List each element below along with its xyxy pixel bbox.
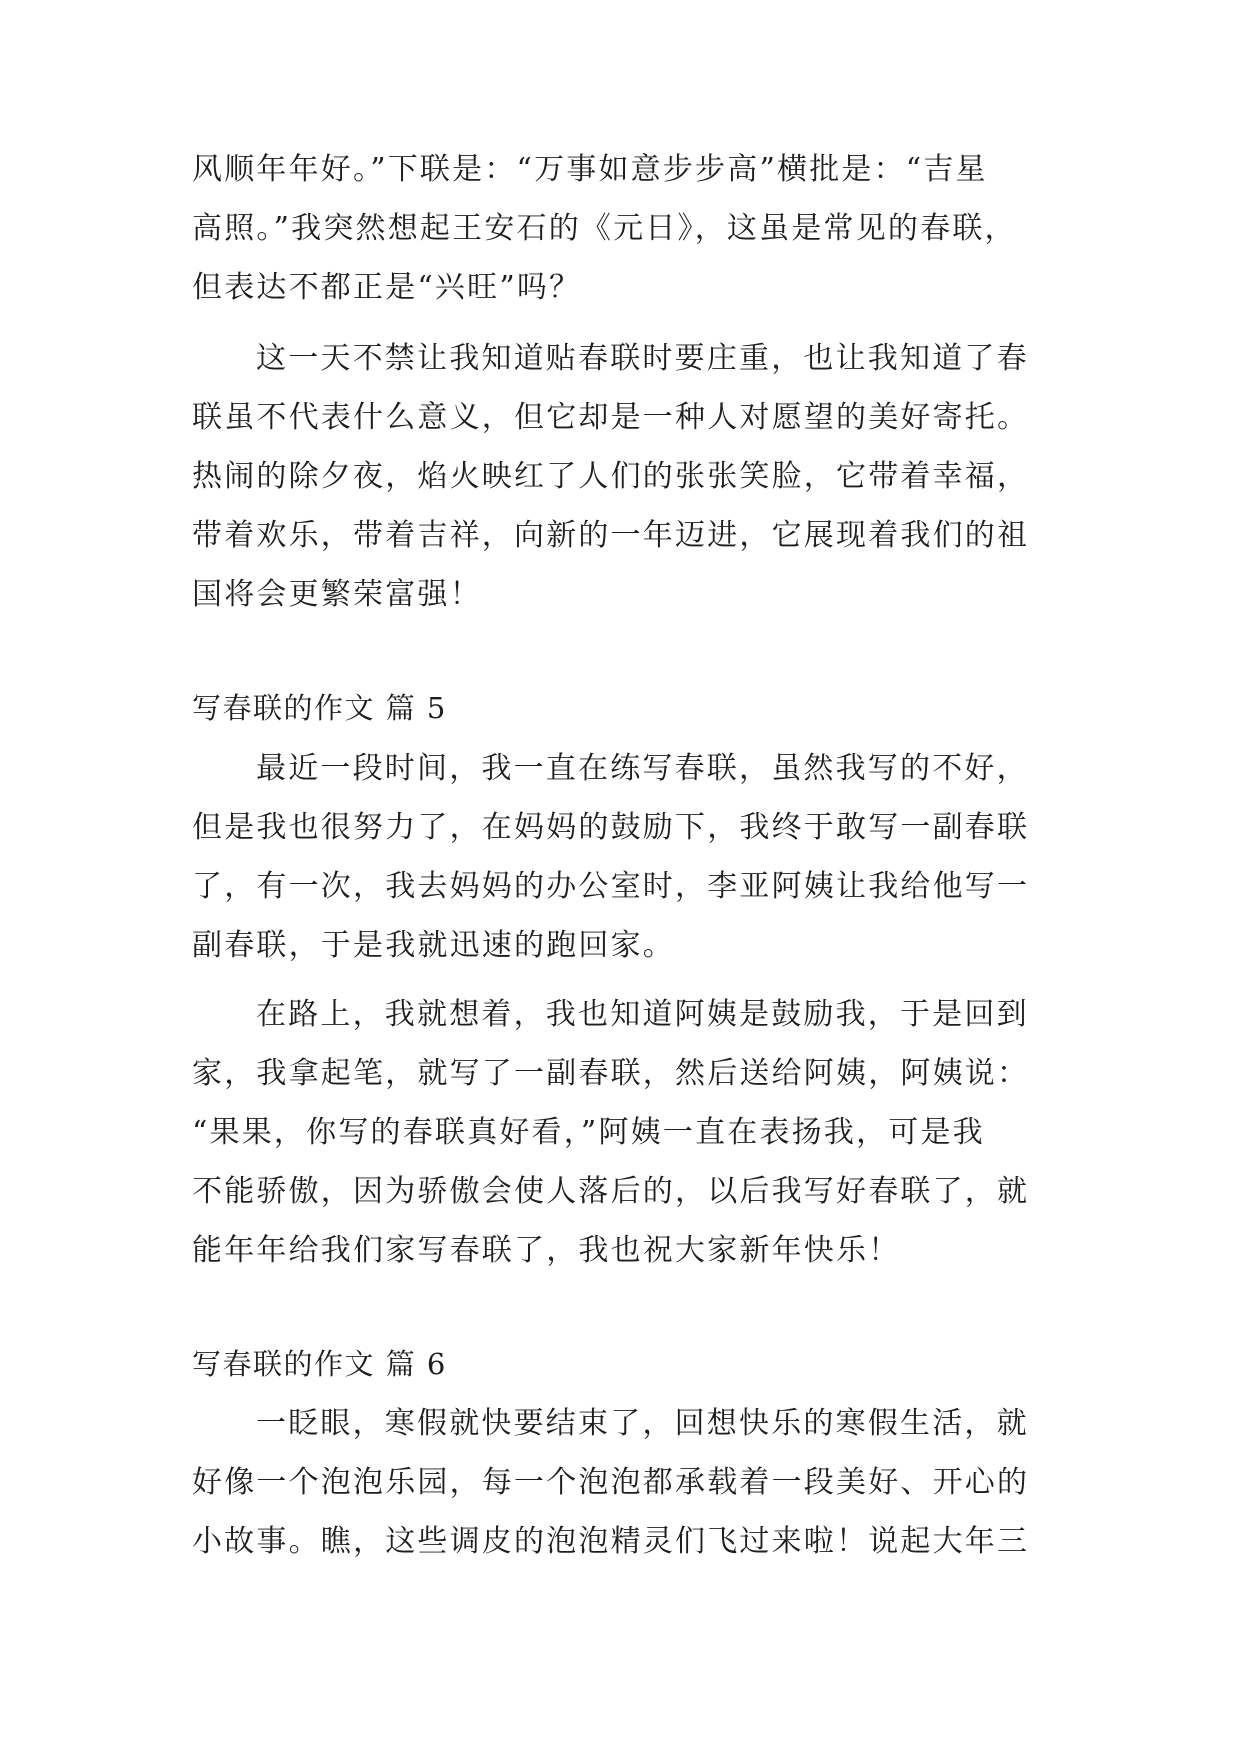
text-line: 高照。”我突然想起王安石的《元日》，这虽是常见的春联， — [192, 211, 1017, 246]
text-line: 带着欢乐，带着吉祥，向新的一年迈进，它展现着我们的祖 — [192, 518, 1030, 553]
text-line: “果果，你写的春联真好看，”阿姨一直在表扬我，可是我 — [192, 1115, 985, 1150]
section-heading: 写春联的作文 篇 6 — [192, 1347, 447, 1381]
text-line: 但是我也很努力了，在妈妈的鼓励下，我终于敢写一副春联 — [192, 810, 1030, 845]
text-line: 热闹的除夕夜，焰火映红了人们的张张笑脸，它带着幸福， — [192, 459, 1030, 494]
text-line: 在路上，我就想着，我也知道阿姨是鼓励我，于是回到 — [256, 997, 1029, 1032]
text-line: 联虽不代表什么意义，但它却是一种人对愿望的美好寄托。 — [192, 400, 1030, 435]
section-heading: 写春联的作文 篇 5 — [192, 691, 447, 725]
text-line: 但表达不都正是“兴旺”吗？ — [192, 270, 582, 305]
text-line: 这一天不禁让我知道贴春联时要庄重，也让我知道了春 — [256, 341, 1029, 376]
text-line: 了，有一次，我去妈妈的办公室时，李亚阿姨让我给他写一 — [192, 869, 1030, 904]
text-line: 能年年给我们家写春联了，我也祝大家新年快乐！ — [192, 1233, 901, 1268]
text-line: 风顺年年好。”下联是：“万事如意步步高”横批是：“吉星 — [192, 152, 988, 187]
text-line: 最近一段时间，我一直在练写春联，虽然我写的不好， — [256, 751, 1029, 786]
text-line: 国将会更繁荣富强！ — [192, 577, 482, 612]
text-line: 好像一个泡泡乐园，每一个泡泡都承载着一段美好、开心的 — [192, 1465, 1030, 1500]
text-line: 副春联，于是我就迅速的跑回家。 — [192, 928, 675, 963]
text-line: 小故事。瞧，这些调皮的泡泡精灵们飞过来啦！说起大年三 — [192, 1524, 1030, 1559]
text-line: 家，我拿起笔，就写了一副春联，然后送给阿姨，阿姨说： — [192, 1056, 1030, 1091]
text-line: 不能骄傲，因为骄傲会使人落后的，以后我写好春联了，就 — [192, 1174, 1030, 1209]
text-line: 一眨眼，寒假就快要结束了，回想快乐的寒假生活，就 — [256, 1406, 1029, 1441]
